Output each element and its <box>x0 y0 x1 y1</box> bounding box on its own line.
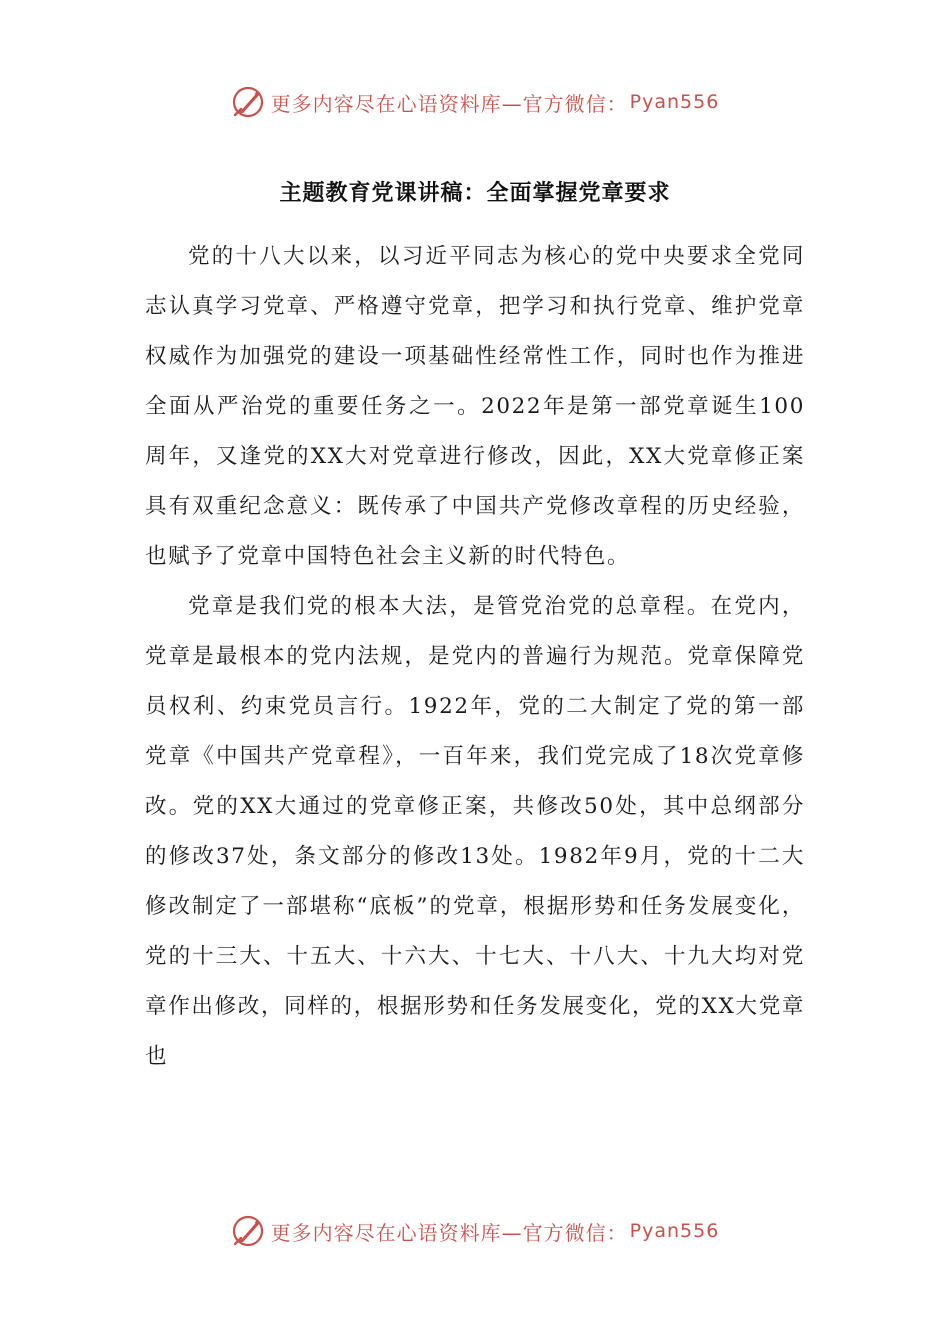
wechat-id: Pyan556 <box>629 91 720 113</box>
quill-logo-icon <box>231 85 265 119</box>
banner-text: 更多内容尽在心语资料库—官方微信： <box>270 1220 628 1245</box>
banner-text: 更多内容尽在心语资料库—官方微信： <box>270 91 628 116</box>
header-banner <box>0 80 950 124</box>
wechat-id: Pyan556 <box>629 1220 720 1242</box>
page-title: 主题教育党课讲稿：全面掌握党章要求 <box>279 180 671 206</box>
quill-logo-icon <box>231 1214 265 1248</box>
paragraph: 党章是我们党的根本大法，是管党治党的总章程。在党内，党章是最根本的党内法规，是党内的普遍行为规范。党章保障党员权利、约束党员言行。1922年，党的二大制定了党的第一部党章《中国共产党章程》，一百年来，我们党完成了18次党章修改。党的XX大通过的党章修正案，共修改50处，其中总纲部分的修改37处，条文部分的修改13处。1982年9月，党的十二大修改制定了一部堪称“底板”的党章，根据形势和任务发展变化，党的十三大、十五大、十六大、十七大、十八大、十九大均对党章作出修改，同样的，根据形势和任务发展变化，党的XX大党章也 <box>145 594 805 1069</box>
document-body <box>145 232 805 1082</box>
paragraph: 党的十八大以来，以习近平同志为核心的党中央要求全党同志认真学习党章、严格遵守党章，把学习和执行党章、维护党章权威作为加强党的建设一项基础性经常性工作，同时也作为推进全面从严治党的重要任务之一。2022年是第一部党章诞生100周年，又逢党的XX大对党章进行修改，因此，XX大党章修正案具有双重纪念意义：既传承了中国共产党修改章程的历史经验，也赋予了党章中国特色社会主义新的时代特色。 <box>145 244 805 569</box>
footer-banner <box>0 1209 950 1253</box>
